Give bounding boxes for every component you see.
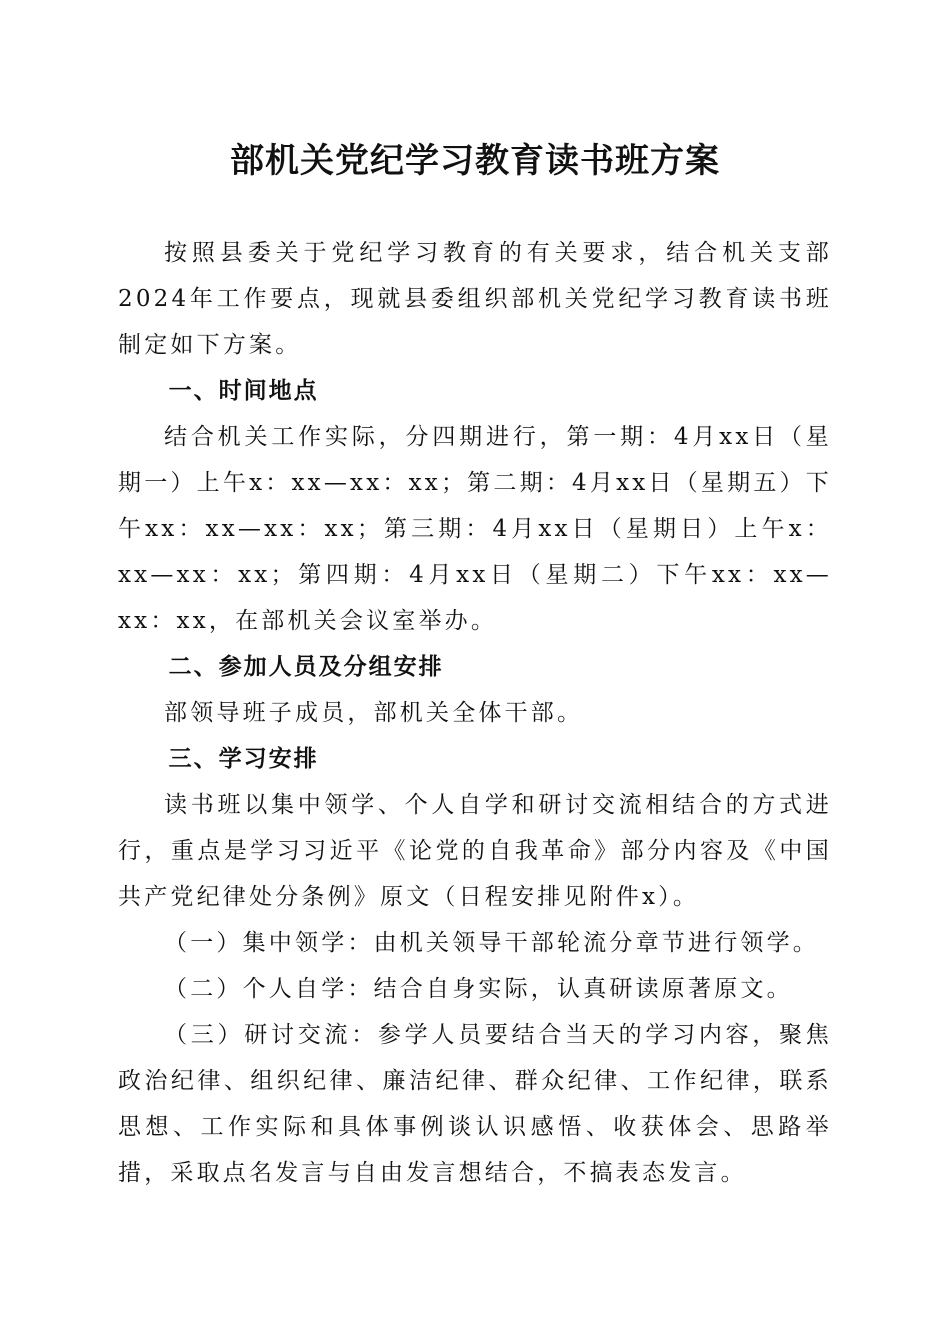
section-heading-time-place: 一、时间地点 <box>168 378 319 404</box>
section-body-participants: 部领导班子成员，部机关全体干部。 <box>164 700 584 726</box>
study-item-centralized: （一）集中领学：由机关领导干部轮流分章节进行领学。 <box>164 930 819 956</box>
document-body <box>118 230 832 1196</box>
section-heading-participants: 二、参加人员及分组安排 <box>168 654 444 680</box>
section-heading-study-plan: 三、学习安排 <box>168 746 319 772</box>
intro-paragraph: 按照县委关于党纪学习教育的有关要求，结合机关支部2024年工作要点，现就县委组织部机关党纪学习教育读书班制定如下方案。 <box>118 240 832 358</box>
section-body-time-place: 结合机关工作实际，分四期进行，第一期：4月xx日（星期一）上午x：xx—xx：xx；第二期：4月xx日（星期五）下午xx：xx—xx：xx；第三期：4月xx日（星期日）上午x：xx—xx：xx；第四期：4月xx日（星期二）下午xx：xx—xx：xx，在部机关会议室举办。 <box>118 424 832 634</box>
study-item-discussion: （三）研讨交流：参学人员要结合当天的学习内容，聚焦政治纪律、组织纪律、廉洁纪律、群众纪律、工作纪律，联系思想、工作实际和具体事例谈认识感悟、收获体会、思路举措，采取点名发言与自由发言想结合，不搞表态发言。 <box>118 1022 832 1186</box>
study-item-self-study: （二）个人自学：结合自身实际，认真研读原著原文。 <box>164 976 793 1002</box>
document-title: 部机关党纪学习教育读书班方案 <box>230 141 720 181</box>
section-body-study-plan: 读书班以集中领学、个人自学和研讨交流相结合的方式进行，重点是学习习近平《论党的自我革命》部分内容及《中国共产党纪律处分条例》原文（日程安排见附件x）。 <box>118 792 832 910</box>
